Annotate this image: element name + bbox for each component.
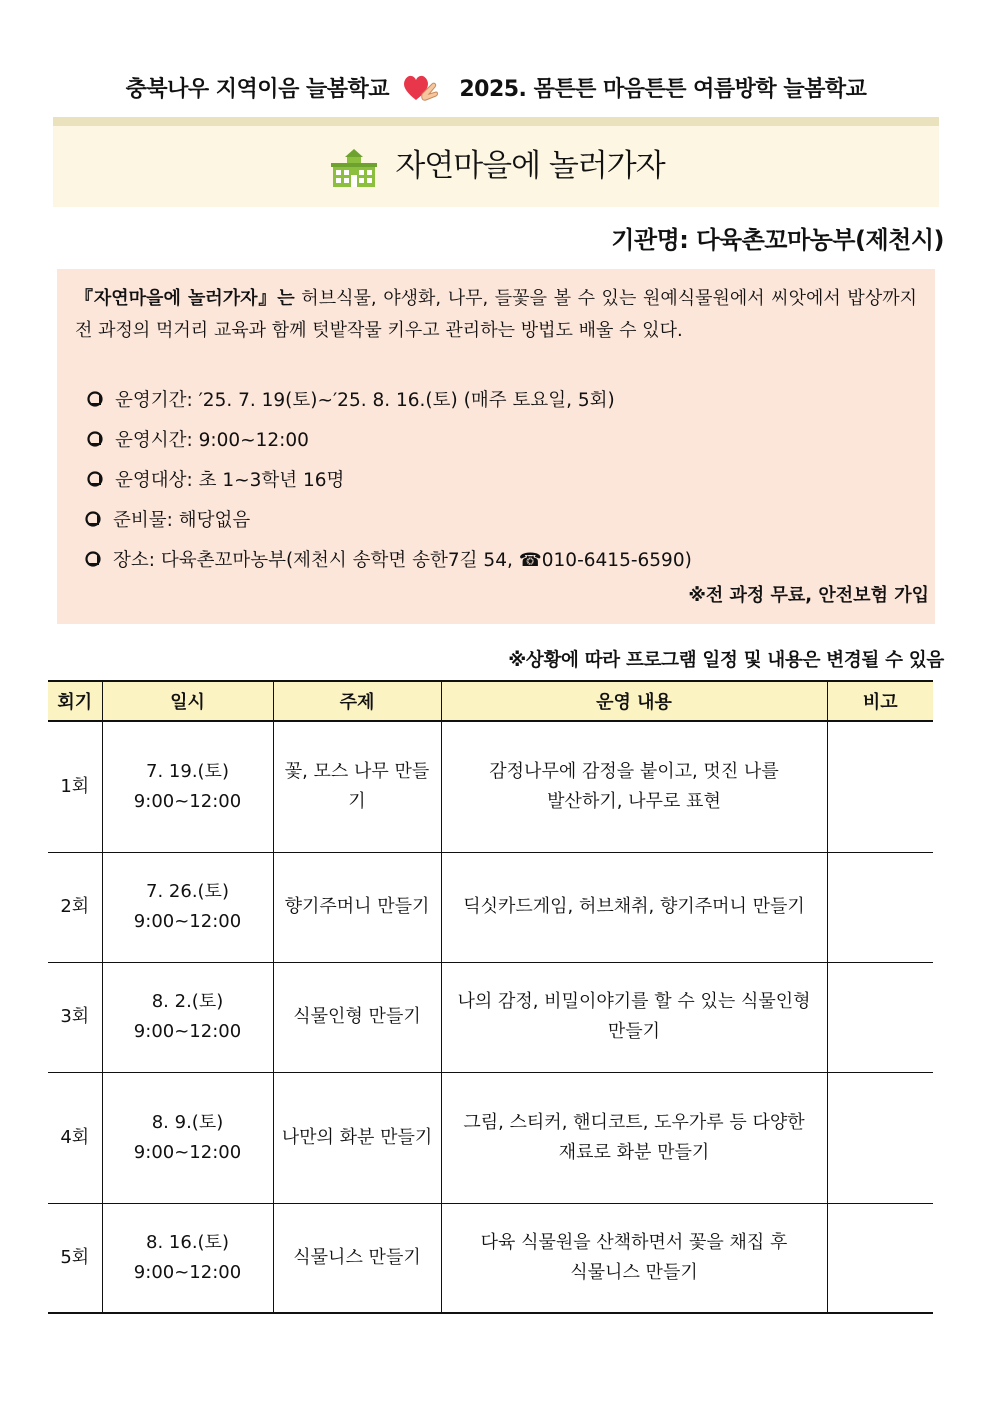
content-line: 식물니스 만들기: [570, 1261, 698, 1283]
circle-bullet-icon: [85, 511, 101, 527]
circle-bullet-icon: [87, 391, 103, 407]
table-row: [48, 1203, 933, 1313]
session-cell: 4회: [48, 1072, 102, 1203]
bullet-materials: [85, 506, 250, 532]
header-session: 회기: [48, 681, 102, 721]
content-line: 다육 식물원을 산책하면서 꽃을 채집 후: [480, 1231, 788, 1253]
info-panel: [57, 269, 935, 624]
title-banner: [53, 117, 939, 207]
content-line: 만들기: [607, 1021, 661, 1042]
content-line: 재료로 화분 만들기: [558, 1141, 710, 1163]
schedule-table: [48, 680, 933, 1314]
page-title: 자연마을에 놀러가자: [395, 148, 665, 184]
header-right: 2025. 몸튼튼 마음튼튼 여름방학 늘봄학교: [459, 77, 867, 102]
session-cell: 5회: [48, 1203, 102, 1313]
table-row: [48, 1072, 933, 1203]
header-note: 비고: [827, 681, 933, 721]
date-text: 7. 19.(토): [146, 760, 229, 782]
intro-paragraph: [75, 283, 917, 347]
session-cell: 2회: [48, 852, 102, 962]
content-line: 그림, 스티커, 핸디코트, 도우가루 등 다양한: [463, 1111, 805, 1133]
session-cell: 1회: [48, 721, 102, 852]
topic-cell: 식물니스 만들기: [273, 1203, 441, 1313]
content-line: 나의 감정, 비밀이야기를 할 수 있는 식물인형: [457, 991, 811, 1012]
note-cell: [827, 721, 933, 852]
table-row: [48, 962, 933, 1072]
table-header-row: [48, 681, 933, 721]
bullet-period: [87, 386, 615, 412]
header-date: 일시: [102, 681, 273, 721]
table-row: [48, 721, 933, 852]
free-notice: ※전 과정 무료, 안전보험 가입: [688, 585, 929, 606]
organization-name: 기관명: 다육촌꼬마농부(제천시): [611, 226, 944, 254]
topic-cell: 나만의 화분 만들기: [273, 1072, 441, 1203]
bullet-text: 준비물: 해당없음: [113, 510, 251, 531]
session-cell: 3회: [48, 962, 102, 1072]
date-text: 7. 26.(토): [146, 881, 229, 902]
date-text: 8. 2.(토): [151, 991, 224, 1012]
note-cell: [827, 1072, 933, 1203]
topic-cell: 식물인형 만들기: [273, 962, 441, 1072]
header-topic: 주제: [273, 681, 441, 721]
heart-hand-icon: [402, 72, 440, 108]
circle-bullet-icon: [87, 431, 103, 447]
note-cell: [827, 962, 933, 1072]
content-line: 감정나무에 감정을 붙이고, 멋진 나를: [489, 760, 779, 782]
intro-program-name: 『자연마을에 놀러가자』는: [75, 288, 295, 309]
time-text: 9:00~12:00: [133, 1141, 242, 1163]
topic-cell: 꽃, 모스 나무 만들기: [273, 721, 441, 852]
school-icon: [327, 147, 381, 189]
time-text: 9:00~12:00: [133, 1021, 242, 1042]
bullet-text: 운영시간: 9:00~12:00: [115, 430, 309, 451]
date-text: 8. 9.(토): [151, 1111, 224, 1133]
content-cell: [441, 852, 827, 962]
header-content: 운영 내용: [441, 681, 827, 721]
time-text: 9:00~12:00: [133, 911, 242, 932]
content-cell: [441, 1072, 827, 1203]
intro-text: 허브식물, 야생화, 나무, 들꽃을 볼 수 있는 원예식물원에서 씨앗에서 밥상까지 전 과정의 먹거리 교육과 함께 텃밭작물 키우고 관리하는 방법도 배울 수 있다.: [75, 288, 917, 341]
bullet-text: 운영대상: 초 1~3학년 16명: [115, 470, 345, 491]
bullet-text: 장소: 다육촌꼬마농부(제천시 송학면 송한7길 54, ☎010-6415-6590): [113, 550, 692, 571]
circle-bullet-icon: [85, 551, 101, 567]
bullet-text: 운영기간: ′25. 7. 19(토)~′25. 8. 16.(토) (매주 토요일, 5회): [115, 390, 615, 411]
topic-cell: 향기주머니 만들기: [273, 852, 441, 962]
bullet-target: [87, 466, 344, 492]
content-cell: [441, 1203, 827, 1313]
page-header: [0, 72, 992, 108]
note-cell: [827, 852, 933, 962]
table-row: [48, 852, 933, 962]
header-left: 충북나우 지역이음 늘봄학교: [125, 77, 389, 102]
date-text: 8. 16.(토): [146, 1231, 229, 1253]
note-cell: [827, 1203, 933, 1313]
content-cell: [441, 962, 827, 1072]
date-cell: [102, 721, 273, 852]
bullet-time: [87, 426, 309, 452]
content-line: 발산하기, 나무로 표현: [547, 790, 721, 812]
bullet-location: [85, 546, 692, 572]
date-cell: [102, 962, 273, 1072]
circle-bullet-icon: [87, 471, 103, 487]
date-cell: [102, 852, 273, 962]
content-line: 딕싯카드게임, 허브채취, 향기주머니 만들기: [463, 896, 805, 917]
change-notice: ※상황에 따라 프로그램 일정 및 내용은 변경될 수 있음: [508, 650, 944, 671]
date-cell: [102, 1072, 273, 1203]
time-text: 9:00~12:00: [133, 1261, 242, 1283]
content-cell: [441, 721, 827, 852]
date-cell: [102, 1203, 273, 1313]
time-text: 9:00~12:00: [133, 790, 242, 812]
